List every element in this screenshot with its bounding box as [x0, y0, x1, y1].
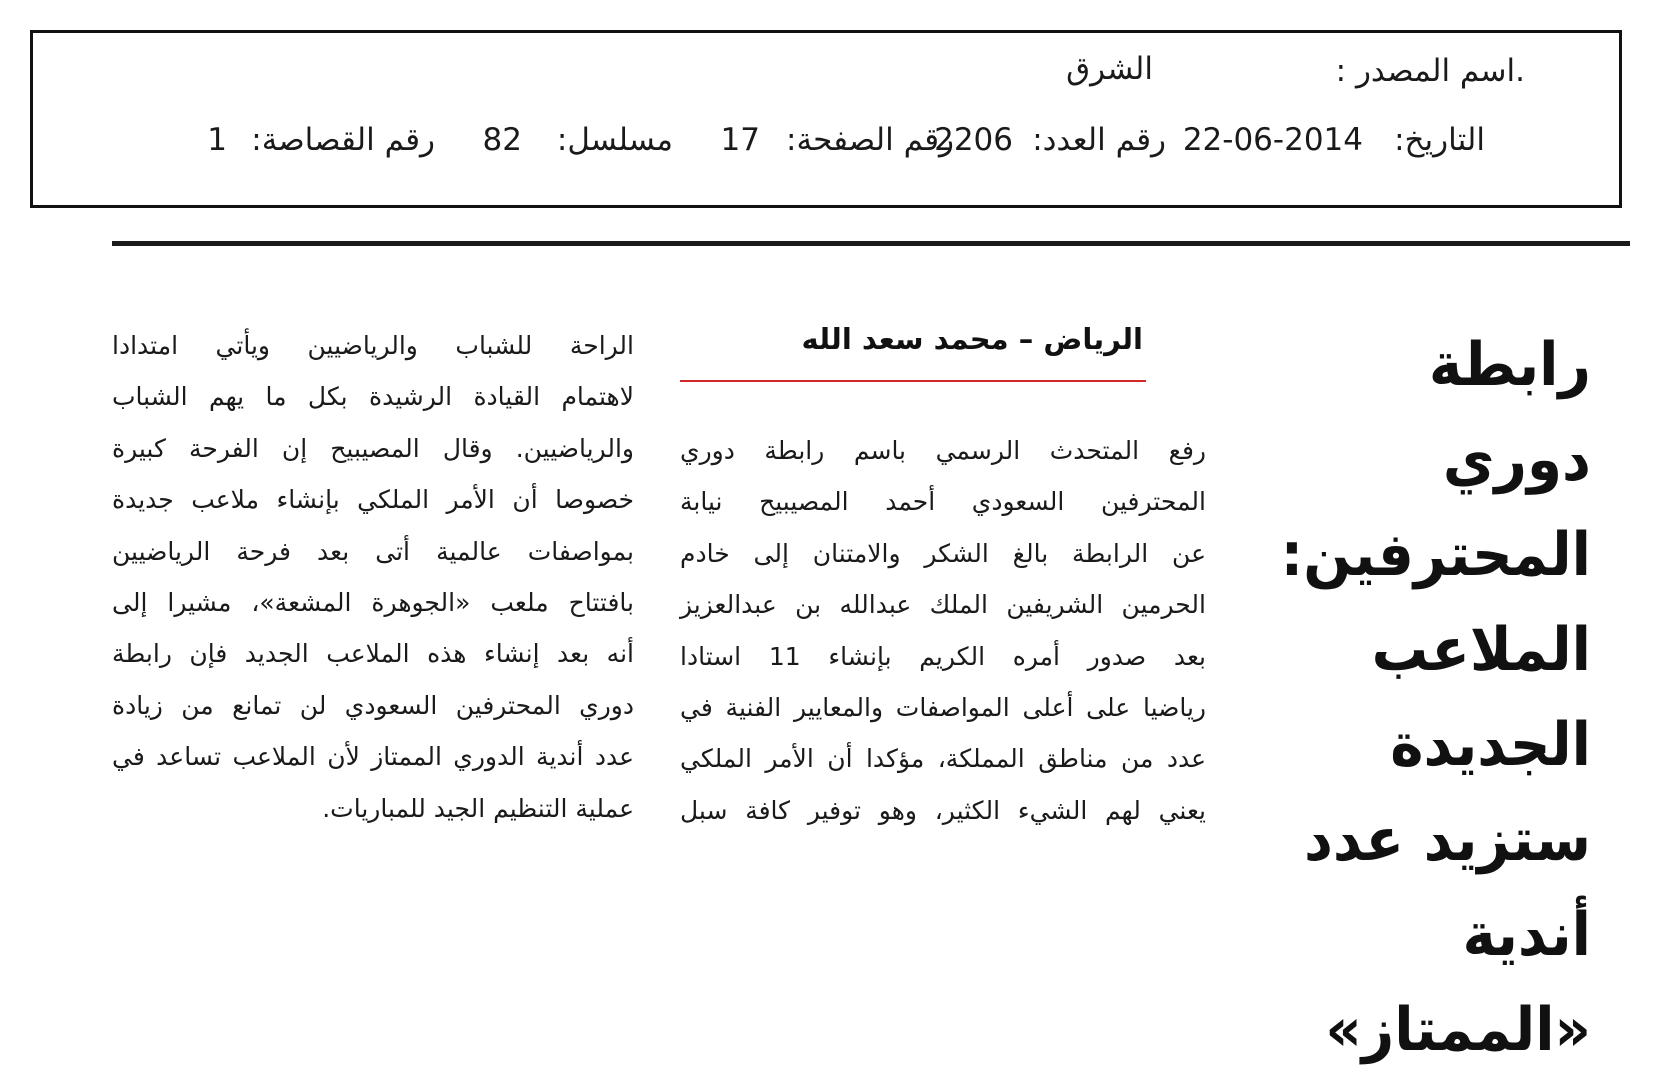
column-2-line: عملية التنظيم الجيد للمباريات. — [322, 793, 634, 823]
column-1-line: الحرمين الشريفين الملك عبدالله بن عبدالعزيز — [680, 590, 1206, 620]
column-1-line: رياضيا على أعلى المواصفات والمعايير الفنية في — [680, 693, 1206, 723]
byline-underline — [680, 380, 1146, 382]
source-label: .اسم المصدر : — [1335, 53, 1525, 89]
clipping-label: رقم القصاصة: — [251, 122, 435, 158]
column-2-line: بمواصفات عالمية أتى بعد فرحة الرياضيين — [112, 536, 634, 566]
header-divider — [112, 241, 1630, 246]
column-2-line: خصوصا أن الأمر الملكي بإنشاء ملاعب جديدة — [112, 485, 634, 515]
column-1-line: رفع المتحدث الرسمي باسم رابطة دوري — [680, 436, 1206, 465]
source-name: الشرق — [1066, 51, 1153, 87]
article-byline: الرياض – محمد سعد الله — [801, 322, 1143, 356]
clipping-value: 1 — [207, 122, 227, 158]
serial-label: مسلسل: — [556, 122, 673, 158]
column-1-line: عدد من مناطق المملكة، مؤكدا أن الأمر الملكي — [680, 744, 1206, 774]
article-column-2 — [112, 320, 634, 834]
serial-value: 82 — [482, 122, 522, 158]
date-value: 22-06-2014 — [1182, 122, 1363, 158]
issue-value: 2206 — [934, 122, 1013, 158]
column-2-line: لاهتمام القيادة الرشيدة بكل ما يهم الشباب — [112, 382, 634, 412]
column-1-line: المحترفين السعودي أحمد المصيبيح نيابة — [680, 487, 1206, 517]
article-column-1 — [680, 425, 1206, 836]
date-label: التاريخ: — [1394, 122, 1485, 158]
column-1-line: يعني لهم الشيء الكثير، وهو توفير كافة سبل — [680, 795, 1206, 825]
column-2-line: دوري المحترفين السعودي لن تمانع من زيادة — [112, 690, 634, 720]
article-headline: رابطة دوري المحترفين: الملاعب الجديدة ستزيد عدد أندية «الممتاز» — [1280, 330, 1591, 1065]
column-1-line: عن الرابطة بالغ الشكر والامتنان إلى خادم — [680, 538, 1206, 568]
column-2-line: والرياضيين. وقال المصيبيح إن الفرحة كبيرة — [112, 433, 634, 463]
issue-label: رقم العدد: — [1032, 122, 1166, 158]
column-2-line: بافتتاح ملعب «الجوهرة المشعة»، مشيرا إلى — [112, 588, 634, 618]
page-label: رقم الصفحة: — [786, 122, 954, 158]
column-2-line: عدد أندية الدوري الممتاز لأن الملاعب تساعد في — [112, 742, 634, 772]
column-2-line: الراحة للشباب والرياضيين ويأتي امتدادا — [112, 331, 634, 360]
page-value: 17 — [720, 122, 760, 158]
column-2-line: أنه بعد إنشاء هذه الملاعب الجديد فإن رابطة — [112, 639, 634, 669]
column-1-line: بعد صدور أمره الكريم بإنشاء 11 استادا — [680, 641, 1206, 671]
